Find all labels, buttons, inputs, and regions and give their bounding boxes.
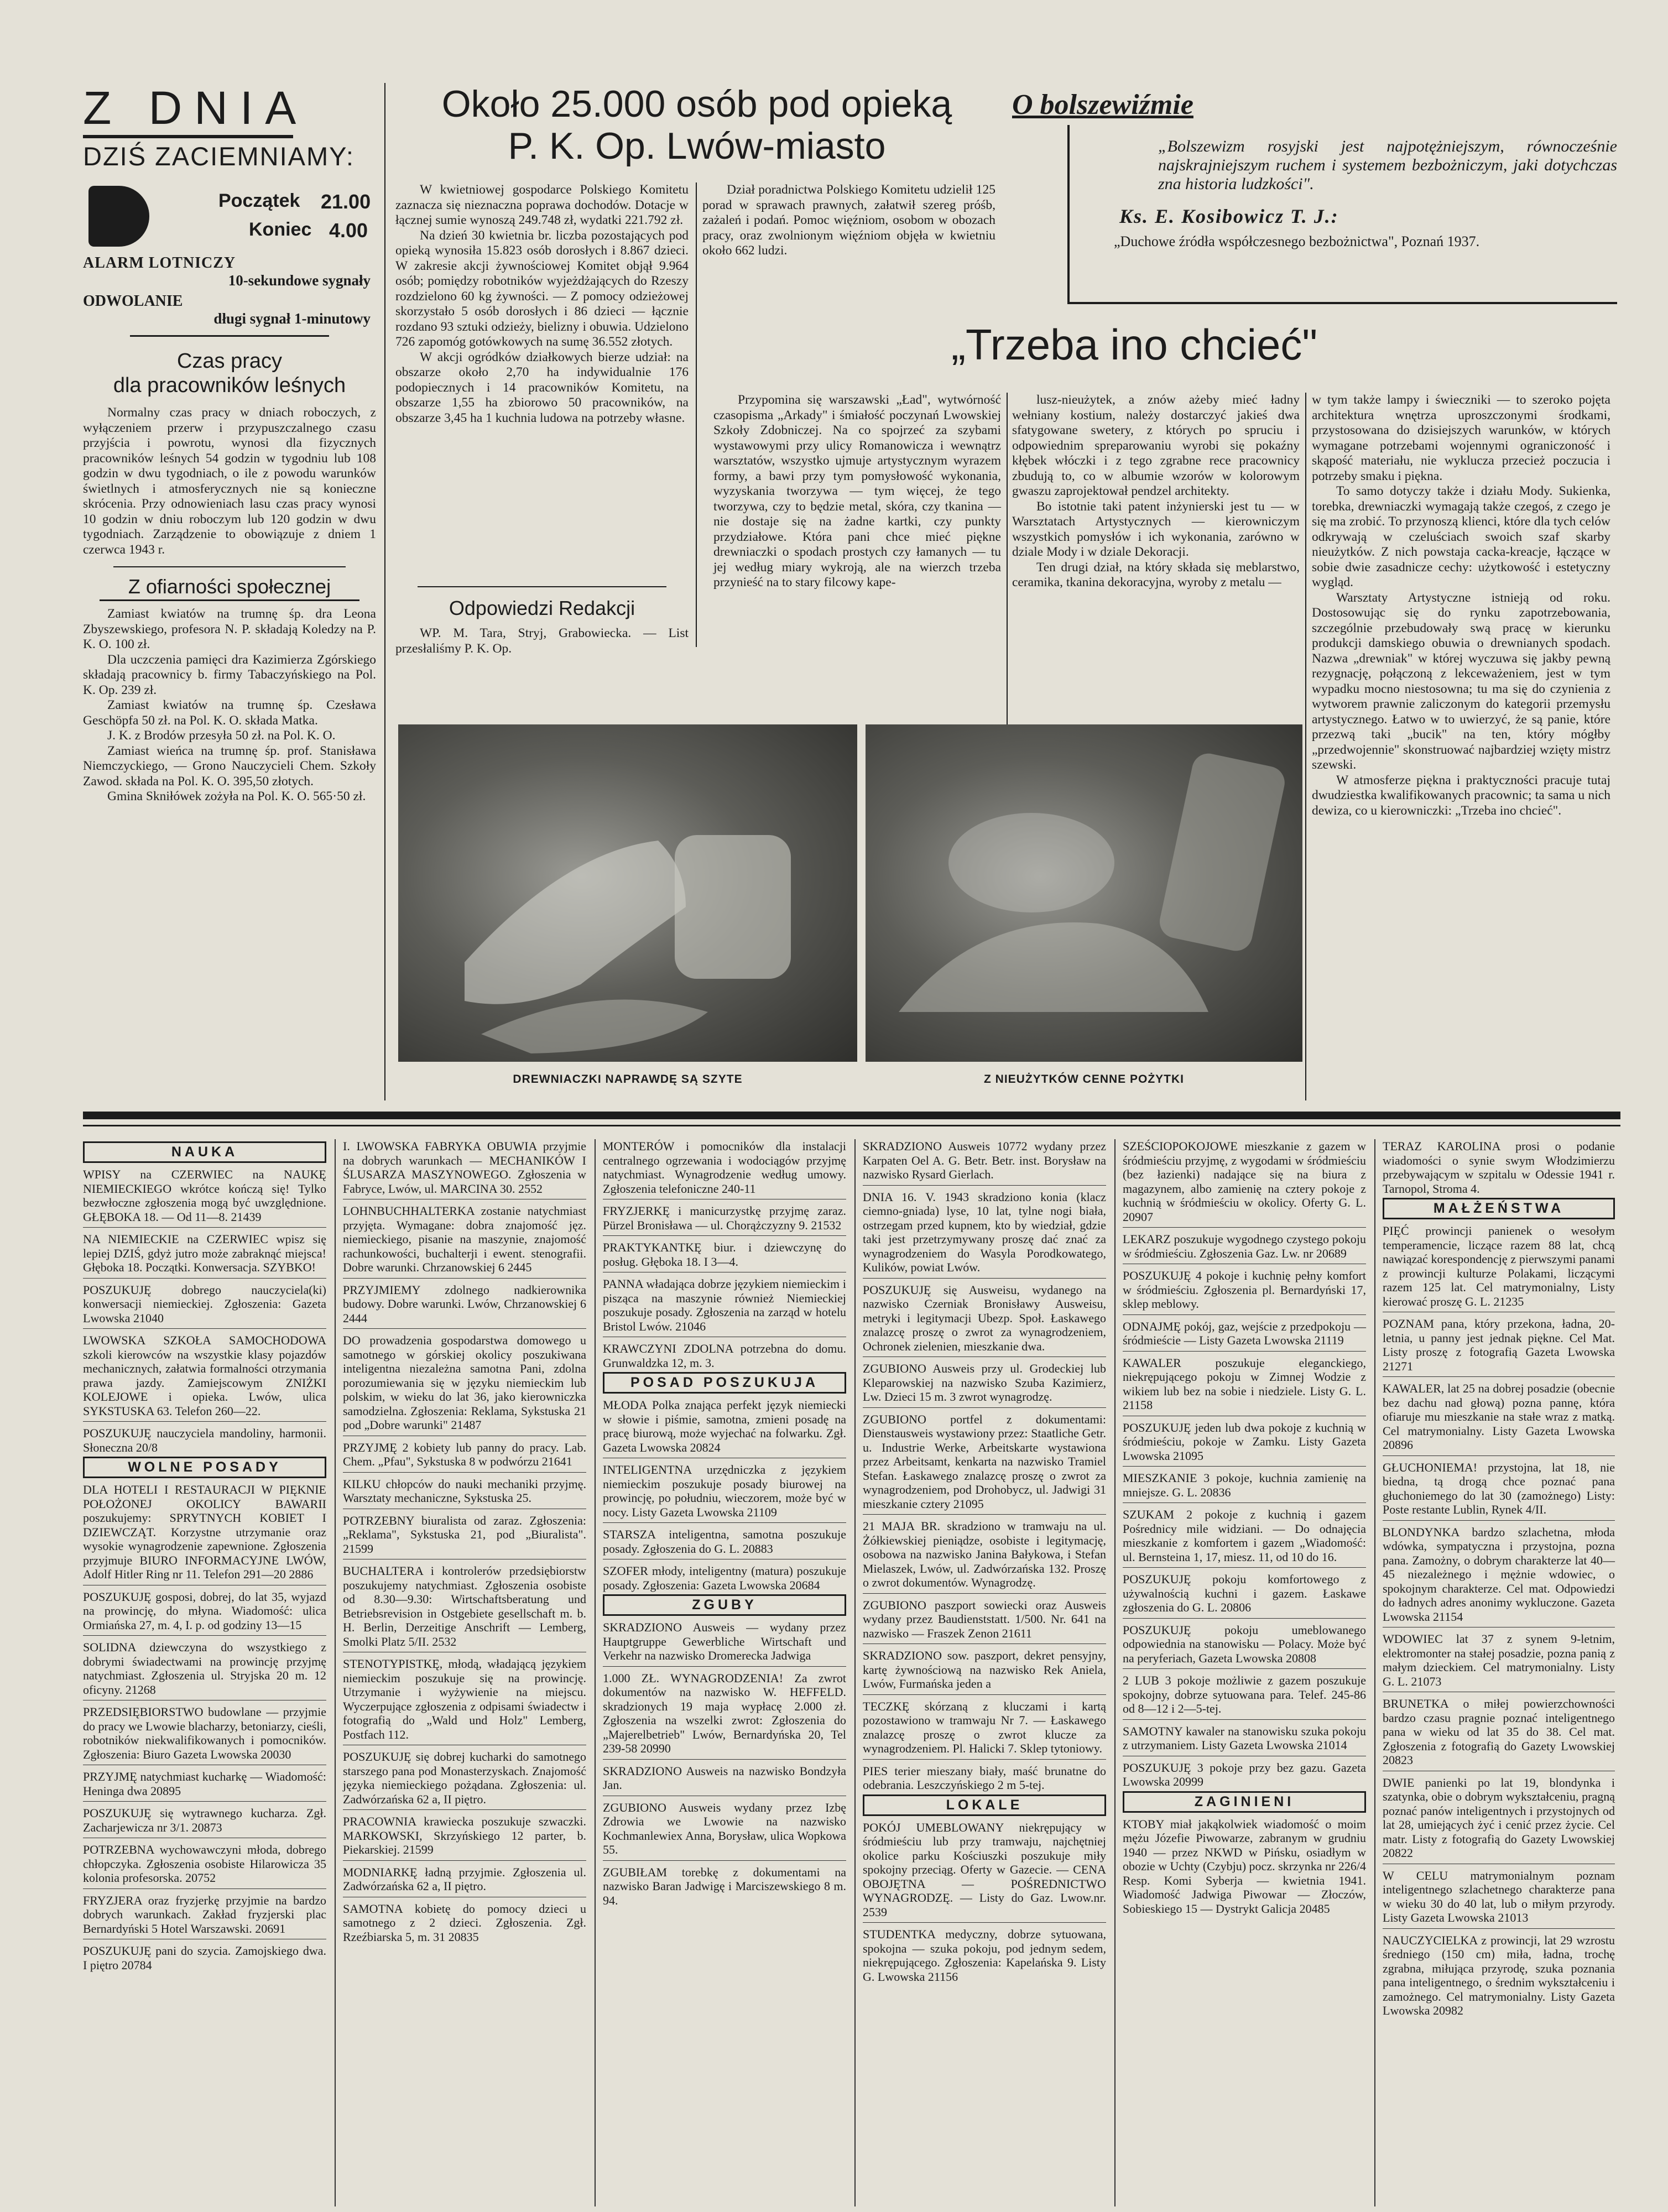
column-rule (696, 182, 697, 647)
ad: ODNAJMĘ pokój, gaz, wejście z przedpokoju — śródmieście — Listy Gazeta Lwowska 21119 (1123, 1319, 1366, 1347)
ad: SKRADZIONO Ausweis na nazwisko Bondzyła Jan. (603, 1764, 846, 1792)
column-rule (1114, 1139, 1116, 2206)
photo-crafts (866, 724, 1302, 1062)
ad: DWIE panienki po lat 19, blondynka i szatynka, obie o dobrym wykształceniu, pragną poznać panów inteligentnych i przystojnych od lat 28, umiejących żyć i cenić przez życie. Cel matr. Listy z fotografią do Gazety Lwowskiej 20822 (1383, 1775, 1615, 1860)
ad: BRUNETKA o miłej powierzchowności bardzo czasu pragnie poznać inteligentnego pana w wieku od lat 35 do 38. Cel mat. Zgłoszenia z fotografią do Gazety Lwowskiej 20823 (1383, 1697, 1615, 1767)
trzeba-title: „Trzeba ino chcieć" (951, 320, 1318, 369)
ad: LOHNBUCHHALTERKA zostanie natychmiast przyjęta. Wymagane: dobra znajomość jęz. niemieckiego, pisanie na maszynie, znajomość rachunkowości, buchalterji i ewent. stenografii. Dobre warunki. Chrzanowskiej 6 2445 (343, 1204, 586, 1274)
odp-title: Odpowiedzi Redakcji (449, 597, 635, 619)
trzeba-c3d: W atmosferze piękna i praktyczności pracuje tutaj dwudziestka kwalifikowanych pracownic; ta sama u nich dewiza, co u kierowniczki: „Trzeba ino chcieć". (1312, 773, 1610, 818)
trzeba-c2b: Bo istotnie taki patent inżynierski jest tu — w Warsztatach Artystycznych — kierowniczym wszystkich pomysłów i ich wykonania, zarówno w dziale Mody i w dziale Dekoracji. (1012, 499, 1300, 559)
classifieds-top-rule-thin (83, 1125, 1620, 1126)
ad: PRZYJMĘ natychmiast kucharkę — Wiadomość: Heninga dwa 20895 (83, 1770, 326, 1798)
odp-block (395, 586, 689, 656)
ads-col-2 (343, 1139, 586, 1945)
column-rule (1305, 393, 1306, 1100)
trzeba-col-2 (1012, 393, 1300, 591)
trzeba-c1: Przypomina się warszawski „Ład", wytwórność czasopisma „Arkady" i śmiałość poczynań Lwowskiej Szkoły Zdobniczej. Na co spojrzeć za szybami wystawowymi przy ulicy Romanowicza i wewnątrz warsztatów, wszystko ujmuje artystycznym wyrazem formy, a bawi przy tym pomysłowość wykonania, wyzyskania tworzywa — tym więcej, że tego tworzywa, czy to będzie metal, skóra, czy tkanina — nie dostaje się na żadne kartki, czy punkty przydziałowe. Która pani chce mieć piękne drewniaczki o spodach prostych czy łamanych — tu jej według miary wykroją, ale na wierzch trzeba przynieść na to stary filcowy kape- (713, 393, 1001, 589)
ad: MODNIARKĘ ładną przyjmie. Zgłoszenia ul. Zadwórzańska 62 a, II piętro. (343, 1865, 586, 1893)
column-rule (384, 83, 385, 1100)
column-rule (595, 1139, 596, 2206)
trzeba-col-3 (1312, 393, 1610, 818)
photo-clogs (398, 724, 857, 1062)
ofiar-3: Zamiast kwiatów na trumnę śp. Czesława Geschöpfa 50 zł. na Pol. K. O. składa Matka. (83, 698, 376, 728)
bolsz-box (1067, 125, 1617, 304)
ad: DLA HOTELI I RESTAURACJI W PIĘKNIE POŁOŻONEJ OKOLICY BAWARII poszukujemy: SPRYTNYCH KOBIET I DZIEWCZĄT. Korzystne utrzymanie oraz wysokie wynagrodzenie zapewnione. Zgłoszenia przyjmuje BIURO INFORMACYJNE LWÓW, Adolf Hitler Ring nr 11. Telefon 291—20 2886 (83, 1483, 326, 1581)
ad: PRZEDSIĘBIORSTWO budowlane — przyjmie do pracy we Lwowie blacharzy, betoniarzy, cieśli, robotników niekwalifikowanych i pomocników. Zgłoszenia: Biuro Gazeta Lwowska 20030 (83, 1705, 327, 1761)
ad: ZGUBIŁAM torebkę z dokumentami na nazwisko Baran Jadwigę i Marciszewskiego 8 m. 94. (603, 1865, 846, 1907)
column-rule (854, 1139, 856, 2206)
ad: POSZUKUJĘ 4 pokoje i kuchnię pełny komfort w śródmieściu. Zgłoszenia pl. Bernardyński 17, sklep meblowy. (1123, 1269, 1366, 1311)
poczatek-time: 21.00 (321, 190, 371, 213)
ad: PRAKTYKANTKĘ biur. i dziewczynę do posług. Głęboka 18. I 3—4. (603, 1240, 846, 1269)
trzeba-c2c: Ten drugi dział, na który składa się meblarstwo, ceramika, tkanina dekoracyjna, wyroby z metalu — (1012, 560, 1300, 589)
ad: POSZUKUJĘ pokoju umeblowanego odpowiednia na stanowisku — Polacy. Może być na peryferiach, Gazeta Lwowska 20808 (1123, 1623, 1366, 1665)
ads-col-4 (863, 1139, 1106, 1985)
clogs-illustration (398, 724, 857, 1062)
ad: DO prowadzenia gospodarstwa domowego u samotnego w górskiej okolicy poszukiwana inteligentna niezależna samotna Pani, zdolna porozumiewania się w języku niemieckim lub polskim, w wieku do lat 36, jako kierowniczka samodzielna. Zgłoszenia: Reklama, Sykstuska 21 pod „Dobre warunki" 21487 (343, 1333, 586, 1432)
ofiar-1: Zamiast kwiatów na trumnę śp. dra Leona Zbyszewskiego, profesora N. P. składają Koledzy na P. K. O. 100 zł. (83, 607, 376, 651)
ad: GŁUCHONIEMA! przystojna, lat 18, nie biedna, tą drogą chce poznać pana głuchoniemego do lat 30 (zamożnego) Listy: Poste restante Lublin, Rynek 4/II. (1383, 1460, 1615, 1516)
ad: I. LWOWSKA FABRYKA OBUWIA przyjmie na dobrych warunkach — MECHANIKÓW I ŚLUSARZA MASZYNOWEGO. Zgłoszenia w Fabryce, Lwów, ul. MARCINA 30. 2552 (343, 1139, 586, 1196)
column-rule (1374, 1139, 1375, 2206)
ad: SKRADZIONO Ausweis — wydany przez Hauptgruppe Gewerbliche Wirtschaft und Verkehr na nazwisko Dromerecka Jadwiga (603, 1620, 846, 1662)
ad: KTOBY miał jakąkolwiek wiadomość o moim mężu Józefie Piwowarze, zabranym w grudniu 1940 — przez NKWD w Pińsku, osiadłym w obozie w Uchty (Czybju) pocz. skrzynka nr 226/4 Resp. Komi Syberja — kwietnia 1941. Wiadomość Jadwiga Piwowar — Złoczów, Sobieskiego 15 — Dystrykt Galicja 20485 (1123, 1817, 1366, 1916)
trzeba-c3a: w tym także lampy i świeczniki — to szeroko pojęta architektura wnętrza uproszczonymi środkami, przystosowana do dzisiejszych warunków, w których wymagane potrzebami wojennymi ograniczoność i skąpość materiału, nie wyklucza przecież poczucia i potrzeby smaku i piękna. (1312, 393, 1610, 483)
ad: SOLIDNA dziewczyna do wszystkiego z dobrymi świadectwami na prowincję przyjmę natychmiast. Zgłoszenia ul. Stryjska 20 m. 12 oficyny. 21268 (83, 1640, 326, 1697)
caption-2: Z NIEUŻYTKÓW CENNE POŻYTKI (984, 1073, 1184, 1086)
ad: POTRZEBNA wychowawczyni młoda, dobrego chłopczyka. Zgłoszenia osobiste Hilarowicza 35 kolonia profesorska. 20752 (83, 1843, 326, 1885)
ad: KILKU chłopców do nauki mechaniki przyjmę. Warsztaty mechaniczne, Sykstuska 25. (343, 1477, 586, 1505)
ad: POSZUKUJĘ się dobrej kucharki do samotnego starszego pana pod Monasterzyskach. Znajomość języka niemieckiego pożądana. Zgłoszenia: ul. Zadwórzańska 62 a, II piętro. (343, 1750, 586, 1806)
blackout-box (83, 186, 376, 252)
ad: FRYZJERKĘ i manicurzystkę przyjmę zaraz. Pürzel Bronisława — ul. Chorążczyzny 9. 21532 (603, 1204, 846, 1232)
ad: STUDENTKA medyczny, dobrze sytuowana, spokojna — szuka pokoju, pod jednym sedem, niekrępującego. Zgłoszenia: Kapelańska 9. Listy G. Lwowska 21156 (863, 1927, 1106, 1984)
section-posad-poszukuja: POSAD POSZUKUJA (603, 1372, 846, 1394)
ad: POTRZEBNY biuralista od zaraz. Zgłoszenia: „Reklama", Sykstuska 21, pod „Biuralista". 21599 (343, 1513, 586, 1556)
ad: 1.000 ZŁ. WYNAGRODZENIA! Za zwrot dokumentów na nazwisko W. HEFFELD. skradzionych 19 maja wypłacę 2.000 zł. Zgłoszenia na wszelki zwrot: Zgłoszenia do „Majerelbetrieb" Lwów, Bernardyńska 20, Tel 239-58 20990 (603, 1671, 846, 1755)
ofiar-title: Z ofiarności społecznej (100, 574, 359, 601)
czas-title-1: Czas pracy (176, 349, 283, 373)
ad: LEKARZ poszukuje wygodnego czystego pokoju w śródmieściu. Zgłoszenia Gaz. Lw. nr 20689 (1123, 1232, 1366, 1260)
ad: KRAWCZYNI ZDOLNA potrzebna do domu. Grunwaldzka 12, m. 3. (603, 1342, 846, 1370)
trzeba-col-1 (713, 393, 1001, 591)
crafts-illustration (866, 724, 1302, 1062)
ad: WDOWIEC lat 37 z synem 9-letnim, elektromonter na stałej posadzie, pozna panią z małym dzieckiem. Cel matrymonialny. Listy G. L. 21073 (1383, 1632, 1615, 1688)
divider (113, 566, 346, 567)
bolsz-quote: „Bolszewizm rosyjski jest najpotężniejszym, równocześnie najskrajniejszym ruchem i systemem bezbożniczym, jaki dotychczas zna historia ludzkości". (1158, 137, 1617, 193)
column-rule (335, 1139, 336, 2206)
ad: ZGUBIONO portfel z dokumentami: Dienstausweis wystawiony przez: Staatliche Getr. u. Industrie Werke, Arbeitskarte wystawiona przez Arbeitsamt, kenkarta na nazwisko Tramiel Stefan. Łaskawego znalazcę proszę o zwrot za wynagrodzeniem, pod Drohobycz, ul. Jadwigi 31 mieszkanie cztery 21095 (863, 1412, 1106, 1511)
odwolanie-desc: długi sygnał 1-minutowy (213, 310, 371, 327)
czas-title-2: dla pracowników leśnych (113, 374, 346, 397)
ad: POSZUKUJĘ dobrego nauczyciela(ki) konwersacji niemieckiej. Zgłoszenia: Gazeta Lwowska 21040 (83, 1282, 326, 1325)
ad: BUCHALTERA i kontrolerów przedsiębiorstw poszukujemy natychmiast. Zgłoszenia osobiste od 8.30—9.30: Wirtschaftsberatung und Betriebsrevision in Ostgebiete gesellschaft m. b. H. Berlin, Derzeitige Anschrift — Lemberg, Smolki Platz 5/II. 2532 (343, 1564, 586, 1648)
ad: TERAZ KAROLINA prosi o podanie wiadomości o synie swym Włodzimierzu przebywającym w szpitalu w Odessie 1941 r. Tarnopol, Stroma 4. (1383, 1139, 1615, 1196)
section-lokale: LOKALE (863, 1794, 1106, 1816)
ad: DNIA 16. V. 1943 skradziono konia (klacz ciemno-gniada) lyse, 10 lat, tylne nogi biała, ostrzegam przed kupnem, kto by wiedział, gdzie taki jest przetrzymywany proszę dać znać za wynagrodzeniem do Wasyla Porodkowatego, Kulików, powiat Lwów. (863, 1190, 1106, 1274)
pko-col-1 (395, 182, 689, 426)
ad: SZUKAM 2 pokoje z kuchnią i gazem Pośrednicy mile widziani. — Do odnajęcia mieszkanie z komfortem i gazem „Wiadomość: ul. Bernsteina 1, 17, miesz. 11, od 10 do 16. (1123, 1507, 1366, 1564)
pko-col-2 (702, 182, 995, 259)
alarm-desc: 10-sekundowe sygnały (228, 272, 371, 289)
ad: FRYZJERA oraz fryzjerkę przyjmie na bardzo dobrych warunkach. Zakład fryzjerski plac Bernardyński 5 Hotel Warszawski. 20691 (83, 1893, 326, 1936)
ad: MONTERÓW i pomocników dla instalacji centralnego ogrzewania i wodociągów przyjmę natychmiast. Wynagrodzenie według umowy. Zgłoszenia telefoniczne 240-11 (603, 1139, 846, 1196)
poczatek-label: Początek (218, 190, 300, 211)
ad: KAWALER poszukuje eleganckiego, niekrępującego pokoju w Zimnej Wodzie z wikiem lub bez na sobie i niedziele. Listy G. L. 21158 (1123, 1355, 1366, 1412)
ad: POZNAM pana, który przekona, ładna, 20-letnia, u panny jest jednak piękne. Cel Mat. Listy proszę z fotografią Gazeta Lwowska 21271 (1383, 1317, 1615, 1373)
left-column (83, 83, 376, 805)
pko-p3: W akcji ogródków działkowych bierze udział: na obszarze około 2,70 ha indywidualnie 176 podopiecznych i 14 pracowników Komitetu, na obszarze 1,55 ha zbiorowo 50 pracowników, na obszarze 3,45 ha 1 kuchnia ludowa na potrzeby własne. (395, 349, 689, 425)
ad: POSZUKUJĘ gosposi, dobrej, do lat 35, wyjazd na prowincję, do młyna. Wiadomość: ulica Ormiańska 27, m. 4, I. p. od godziny 13—15 (83, 1589, 326, 1632)
ad: POSZUKUJĘ się Ausweisu, wydanego na nazwisko Czerniak Bronisławy Ausweisu, metryki i legitymacji Ubezp. Społ. Łaskawego znalazcę proszę o zwrot za wynagrodzeniem, Ochronek zielenien, mieszkanie dwa. (863, 1282, 1106, 1353)
classifieds-top-rule (83, 1112, 1620, 1119)
column-rule (1007, 393, 1008, 724)
czas-text: Normalny czas pracy w dniach roboczych, z wyłączeniem przerw i przypuszczalnego czasu przyjścia i powrotu, wynosi dla fizycznych pracowników leśnych 54 godzin w tygodniu lub 108 godzin w dwu tygodniach, o ile z powodu warunków świetlnych i atmosferycznych nie są konieczne skrócenia. Przy odnowieniach lasu czas pracy wynosi 10 godzin w dniu roboczym lub 120 godzin w dwu tygodniach. Zarządzenie to obowiązuje z dniem 1 czerwca 1943 r. (83, 405, 376, 557)
ad: SAMOTNY kawaler na stanowisku szuka pokoju z utrzymaniem. Listy Gazeta Lwowska 21014 (1123, 1724, 1366, 1752)
section-wolne-posady: WOLNE POSADY (83, 1457, 326, 1478)
ad: PIĘĆ prowincji panienek o wesołym temperamencie, liczące razem 88 lat, chcą nawiązać korespondencję z pierwszymi panami z prowincji kulturze Polakami, liczącymi razem 125 lat. Cel matrymonialny, Listy kierować proszę G. L. 21235 (1383, 1224, 1615, 1308)
ofiar-4: J. K. z Brodów przesyła 50 zł. na Pol. K. O. (107, 728, 336, 743)
ad: POSZUKUJĘ 3 pokoje przy bez gazu. Gazeta Lwowska 20999 (1123, 1760, 1366, 1788)
bolsz-source: „Duchowe źródła współczesnego bezbożnictwa", Poznań 1937. (1114, 233, 1480, 249)
ad: POSZUKUJĘ jeden lub dwa pokoje z kuchnią w śródmieściu, pokoje w Zamku. Listy Gazeta Lwowska 21095 (1123, 1420, 1366, 1463)
ad: 21 MAJA BR. skradziono w tramwaju na ul. Żółkiewskiej pieniądze, osobiste i legitymację, osobowa na nazwisko Janina Bałykowa, i Stefan Mielaszek, Lwów, ul. Zadwórzańska 132. Proszę o zwrot dokumentów. Wynagrodzę. (863, 1519, 1106, 1589)
divider (418, 586, 666, 587)
ad: POKÓJ UMEBLOWANY niekrępujący w śródmieściu lub przy tramwaju, najchętniej okolice parku Kościuszki poszukuje miły spokojny przeciąg. Oferty w Gazecie. — CENA OBOJĘTNA — POŚREDNICTWO WYNAGRODZĘ. — Listy do Gaz. Lwow.nr. 2539 (863, 1820, 1106, 1919)
bolsz-title: O bolszewiźmie (1012, 89, 1193, 121)
ofiar-2: Dla uczczenia pamięci dra Kazimierza Zgórskiego składają pracownicy b. firmy Tabaczyńskiego na Pol. K. Op. 239 zł. (83, 652, 376, 697)
section-malzenstwa: MAŁŻEŃSTWA (1383, 1198, 1615, 1219)
ad: WPISY na CZERWIEC na NAUKĘ NIEMIECKIEGO wkrótce kończą się! Tylko bezwłoczne zgłoszenia mogą być uwzględnione. GŁĘBOKA 18. — Od 11—8. 21439 (83, 1167, 326, 1224)
ad: SKRADZIONO Ausweis 10772 wydany przez Karpaten Oel A. G. Betr. Betr. inst. Borysław na nazwisko Rysard Gierlach. (863, 1139, 1106, 1181)
koniec-time: 4.00 (329, 219, 368, 242)
odwolanie-label: ODWOLANIE (83, 293, 183, 310)
ad: SZOFER młody, inteligentny (matura) poszukuje posady. Zgłoszenia: Gazeta Lwowska 20684 (603, 1564, 846, 1592)
alarm-label: ALARM LOTNICZY (83, 254, 236, 272)
ad: SZEŚCIOPOKOJOWE mieszkanie z gazem w śródmieściu przyjmę, z wygodami w śródmieściu (bez łazienki) nadające się na biura z magazynem, albo zamienię na cztery pokoje z kuchnią w śródmieściu w okolicy. Oferty G. L. 20907 (1123, 1139, 1366, 1224)
bolsz-author: Ks. E. Kosibowicz T. J.: (1119, 205, 1339, 227)
ad: PRACOWNIA krawiecka poszukuje szwaczki. MARKOWSKI, Skrzyńskiego 12 parter, b. Piekarskiej. 21599 (343, 1814, 586, 1856)
ad: POSZUKUJĘ się wytrawnego kucharza. Zgł. Zacharjewicza nr 3/1. 20873 (83, 1806, 326, 1834)
ad: PRZYJMĘ 2 kobiety lub panny do pracy. Lab. Chem. „Pfau", Sykstuska 8 w podwórzu 21641 (343, 1440, 586, 1468)
ad: 2 LUB 3 pokoje możliwie z gazem poszukuje spokojny, dobrze sytuowana para. Telef. 245-86 od 8—12 i 2—5-tej. (1123, 1673, 1366, 1715)
ads-col-5 (1123, 1139, 1366, 1917)
trzeba-c3c: Warsztaty Artystyczne istnieją od roku. Dostosowując się do rynku zapotrzebowania, szczególnie przebudowały swą pracę w kierunku produkcji damskiego obuwia o drewnianych spodach. Nazwa „drewniak" w której wyczuwa się jakby pewną rezygnację, połączoną z lekceważeniem, jest w tym wypadku mocno niestosowna; tu ma się do czynienia z wytworem prawnie zaliczonym do kategorii przemysłu artystycznego. Łatwo w to uwierzyć, że są panie, które przezwą taki „bucik" na ten, który mógłby „przedwojennie" skonstruować najbardziej wzięty mistrz szewski. (1312, 590, 1610, 772)
ad: PRZYJMIEMY zdolnego nadkierownika budowy. Dobre warunki. Lwów, Chrzanowskiej 6 2444 (343, 1282, 586, 1325)
ofiar-5: Zamiast wieńca na trumnę śp. prof. Stanisława Niemczyckiego, — Grono Nauczycieli Chem. Szkoły Zawod. składa na Pol. K. O. 395,50 złotych. (83, 743, 376, 789)
z-dnia-header: Z DNIA (83, 82, 309, 134)
ad: SAMOTNA kobietę do pomocy dzieci u samotnego z 2 dzieci. Zgłoszenia. Zgł. Rzeźbiarska 5, m. 31 20835 (343, 1901, 586, 1944)
ofiar-6: Gmina Skniłówek zożyła na Pol. K. O. 565·50 zł. (107, 789, 366, 804)
pko-p2: Na dzień 30 kwietnia br. liczba pozostających pod opieką wynosiła 15.823 osób dorosłych i 8.867 dzieci. W zakresie akcji żywnościowej Komitet objął 9.964 osób; pomiędzy robotników wyjeżdżających do Rzeszy rozdzielono 60 kg żywności. — Z pomocy odzieżowej skorzystało 5 osób dorosłych i 86 dzieci — łącznie rozdano 93 sztuki odzieży, bielizny i obuwia. Udzielono 726 zapomóg gotówkowych na sumę 36.552 złotych. (395, 228, 689, 349)
ad: W CELU matrymonialnym poznam inteligentnego szlachetnego charakterze pana w wieku 30 do 40 lat, lub o miłym przyrody. Listy Gazeta Lwowska 21013 (1383, 1868, 1615, 1924)
caption-1: DREWNIACZKI NAPRAWDĘ SĄ SZYTE (513, 1073, 743, 1086)
ad: TECZKĘ skórzaną z kluczami i kartą pozostawiono w tramwaju Nr 7. — Łaskawego znalazcę proszę o zwrot klucze za wynagrodzeniem. Pl. Halicki 7. Sklep tytoniowy. (863, 1699, 1106, 1755)
ad: ZGUBIONO Ausweis przy ul. Grodeckiej lub Kleparowskiej na nazwisko Szuba Kazimierz, Lw. Dzieci 15 m. 3 zwrot wynagrodzę. (863, 1361, 1106, 1404)
pko-p1: W kwietniowej gospodarce Polskiego Komitetu zaznacza się nieznaczna poprawa dochodów. Dotacje w łącznej sumie wynoszą 249.748 zł, wydatki 221.792 zł. (395, 182, 689, 227)
ad: POSZUKUJĘ pani do szycia. Zamojskiego dwa. I piętro 20784 (83, 1944, 326, 1972)
ad: NAUCZYCIELKA z prowincji, lat 29 wzrostu średniego (150 cm) miła, ładna, trochę zgrabna, miłująca przyrodę, szuka poznania pana inteligentnego, o średnim wykształceniu i zamożnego. Cel matrymonialny. Listy Gazeta Lwowska 20982 (1383, 1933, 1615, 2017)
ads-col-1 (83, 1139, 326, 1974)
ad: STARSZA inteligentna, samotna poszukuje posady. Zgłoszenia do G. L. 20883 (603, 1527, 846, 1556)
dzis-zaciemniamy: DZIŚ ZACIEMNIAMY: (83, 142, 355, 171)
section-zguby: ZGUBY (603, 1594, 846, 1616)
koniec-label: Koniec (249, 219, 312, 240)
ad: BLONDYNKA bardzo szlachetna, młoda wdówka, sympatyczna i przystojna, pozna pana. Zamożny, o dobrym charakterze lat 40—45 niezależnego i mężnie wdowiec, o spokojnym charakterze. Cel mat. Odpowiedzi do ładnych adres anonimy wykluczone. Gazeta Lwowska 21154 (1383, 1525, 1615, 1624)
divider (130, 335, 329, 337)
section-nauka: NAUKA (83, 1141, 326, 1163)
ad: SKRADZIONO sow. paszport, dekret pensyjny, kartę żywnościową na nazwisko Rek Aniela, Lwów, Furmańska jeden a (863, 1648, 1106, 1691)
ads-col-6 (1383, 1139, 1615, 2020)
ad: ZGUBIONO Ausweis wydany przez Izbę Zdrowia we Lwowie na nazwisko Kochmanlewiex Anna, Borysław, ulica Wopkowa 55. (603, 1800, 846, 1856)
ad: POSZUKUJĘ pokoju komfortowego z używalnością kuchni i gazem. Łaskawe zgłoszenia do G. L. 20806 (1123, 1572, 1366, 1614)
ad: STENOTYPISTKĘ, młodą, władającą językiem niemieckim poszukuje się na prowincję. Utrzymanie i wyżywienie na miejscu. Wyczerpujące zgłoszenia z odpisami świadectw i fotografią do „Wald und Holz" Lemberg, Postfach 112. (343, 1657, 586, 1741)
trzeba-c2a: lusz-nieużytek, a znów ażeby mieć ładny wełniany kostium, należy dostarczyć jakieś dwa sfatygowane swetery, z których po spruciu i odpowiednim spreparowaniu wyrobi się pokaźny kłębek włóczki i z tego zgrabne rece pracownicy zbudują to, co w albumie wzorów w kolorowym gwaszu zaprojektował pendzel architekty. (1012, 393, 1300, 498)
ad: MŁODA Polka znająca perfekt język niemiecki w słowie i piśmie, samotna, zmieni posadę na pracę biurową, może wyjechać na folwarku. Zgł. Gazeta Lwowska 20824 (603, 1398, 846, 1454)
pko-headline-2: P. K. Op. Lwów-miasto (508, 125, 886, 167)
pko-p4: Dział poradnictwa Polskiego Komitetu udzielił 125 porad w sprawach prawnych, załatwił szereg próśb, zażaleń i podań. Pomoc więźniom, osobom w obozach pracy, oraz zwolnionym więźniom objęła w kwietniu około 662 ludzi. (702, 182, 995, 258)
ad: MIESZKANIE 3 pokoje, kuchnia zamienię na mniejsze. G. L. 20836 (1123, 1471, 1366, 1499)
ad: PIES terier mieszany biały, maść brunatne do odebrania. Leszczyńskiego 2 m 5-tej. (863, 1764, 1106, 1792)
ads-col-3 (603, 1139, 846, 1909)
ad: LWOWSKA SZKOŁA SAMOCHODOWA szkoli kierowców na wszystkie klasy pojazdów mechanicznych, załatwia formalności otrzymania prawa jazdy. Zamiejscowym ZNIŻKI KOLEJOWE i opieka. Lwów, ulica SYKSTUSKA 63. Telefon 260—22. (83, 1333, 326, 1418)
odp-text: WP. M. Tara, Stryj, Grabowiecka. — List przesłaliśmy P. K. Op. (395, 626, 689, 656)
ad: PANNA władająca dobrze językiem niemieckim i pisząca na maszynie również Niemieckiej poszukuje posady. Zgłoszenia na zarząd w hotelu Bristol Lwów. 21046 (603, 1277, 846, 1333)
ad: NA NIEMIECKIE na CZERWIEC wpisz się lepiej DZIŚ, gdyż jutro może zabraknąć miejsca! Głęboka 18. Początki. Konwersacja. SZYBKO! (83, 1232, 326, 1274)
blackout-logo (88, 186, 149, 247)
header-rule (83, 135, 293, 138)
ad: ZGUBIONO paszport sowiecki oraz Ausweis wydany przez Baudienststatt. 1/500. Nr. 641 na nazwisko — Fraszek Zenon 21611 (863, 1598, 1106, 1640)
pko-headline-1: Około 25.000 osób pod opieką (441, 83, 952, 125)
ad: POSZUKUJĘ nauczyciela mandoliny, harmonii. Słoneczna 20/8 (83, 1426, 326, 1454)
ad: KAWALER, lat 25 na dobrej posadzie (obecnie bez dachu nad głową) pozna pannę, która ofiaruje mu mieszkanie na stałe wraz z matką. Cel matrymonialny. Listy Gazeta Lwowska 20896 (1383, 1381, 1615, 1452)
trzeba-c3b: To samo dotyczy także i działu Mody. Sukienka, torebka, drewniaczki wymagają także czegoś, z czego je się ma zrobić. To przynoszą klienci, które dla tych celów odkrywają w czeluściach swoich szaf skarby nieużytków. Z nich powstaja cacka-kreacje, łączące w sobie dwie zasadnicze cechy: użytkowość i estetyczny wygląd. (1312, 484, 1610, 589)
section-zaginieni: ZAGINIENI (1123, 1791, 1366, 1813)
ad: INTELIGENTNA urzędniczka z językiem niemieckim poszukuje posady biurowej na prowincję, po południu, wieczorem, może być w nocy. Listy Gazeta Lwowska 21109 (603, 1463, 846, 1519)
